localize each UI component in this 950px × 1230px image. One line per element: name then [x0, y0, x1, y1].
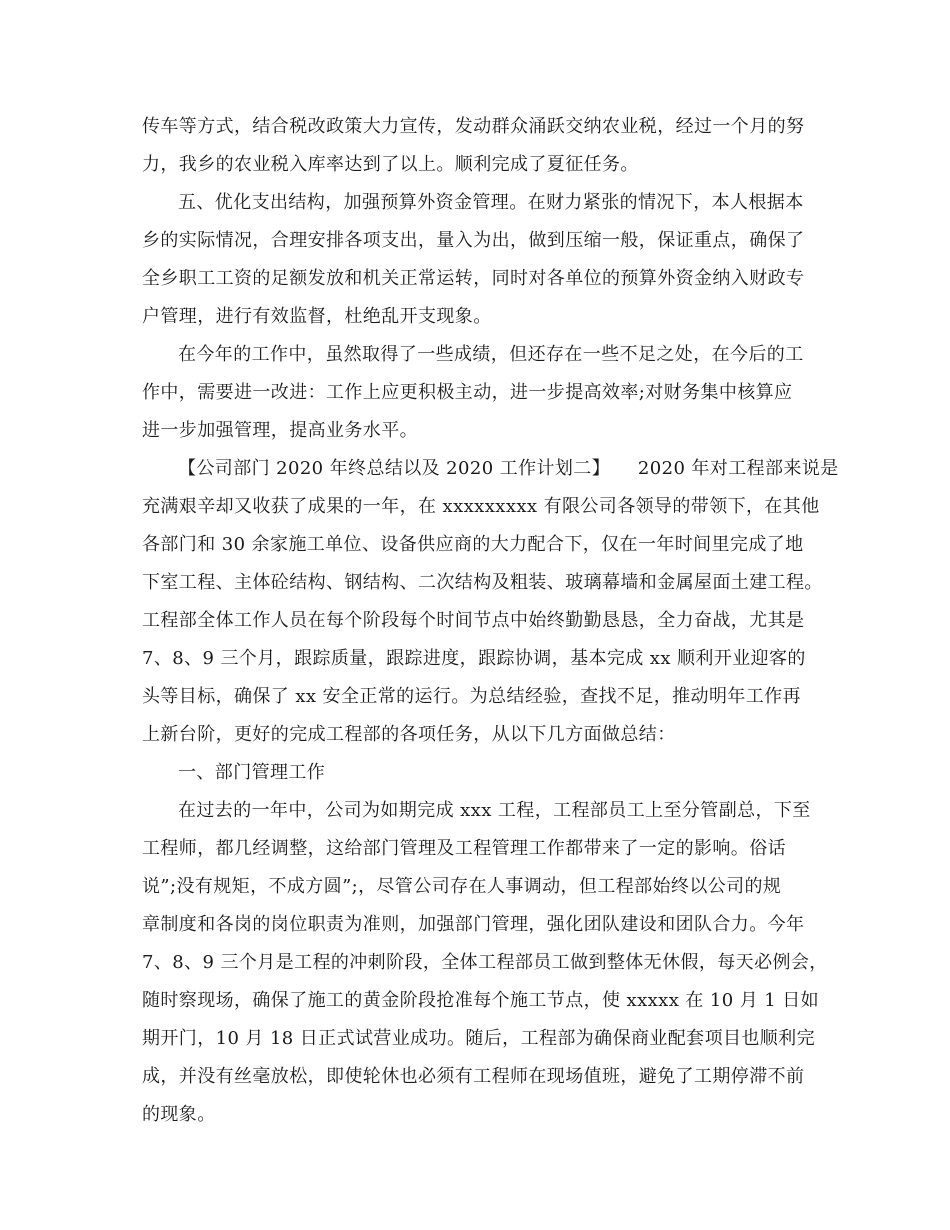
- text-line: 全乡职工工资的足额发放和机关正常运转，同时对各单位的预算外资金纳入财政专: [142, 268, 805, 289]
- paragraph-line: 在过去的一年中，公司为如期完成 xxx 工程，工程部员工上至分管副总，下至: [178, 800, 811, 821]
- subheading-line: 一、部门管理工作: [178, 762, 326, 783]
- text-line: 作中，需要进一改进：工作上应更积极主动，进一步提高效率;对财务集中核算应: [142, 382, 793, 403]
- text-line: 乡的实际情况，合理安排各项支出，量入为出，做到压缩一般，保证重点，确保了: [142, 230, 805, 251]
- text-line: 传车等方式，结合税改政策大力宣传，发动群众涌跃交纳农业税，经过一个月的努: [142, 116, 805, 137]
- text-line: 户管理，进行有效监督，杜绝乱开支现象。: [142, 306, 492, 327]
- text-line: 各部门和 30 余家施工单位、设备供应商的大力配合下，仅在一年时间里完成了地: [142, 534, 804, 555]
- text-line: 充满艰辛却又收获了成果的一年，在 xxxxxxxxx 有限公司各领导的带领下，在其他: [142, 496, 820, 517]
- paragraph-line: 在今年的工作中，虽然取得了一些成绩，但还存在一些不足之处，在今后的工: [178, 344, 804, 365]
- text-line: 下室工程、主体砼结构、钢结构、二次结构及粗装、玻璃幕墙和金属屋面土建工程。: [142, 572, 823, 593]
- text-line: 随时察现场，确保了施工的黄金阶段抢准每个施工节点，使 xxxxx 在 10 月 1 日如: [142, 990, 820, 1011]
- text-line: 成，并没有丝毫放松，即使轮休也必须有工程师在现场值班，避免了工期停滞不前: [142, 1066, 805, 1087]
- text-line: 期开门，10 月 18 日正式试营业成功。随后，工程部为确保商业配套项目也顺利完: [142, 1028, 815, 1049]
- section-heading-line: 【公司部门 2020 年终总结以及 2020 工作计划二】 2020 年对工程部来说是: [178, 458, 839, 479]
- paragraph-line: 五、优化支出结构，加强预算外资金管理。在财力紧张的情况下，本人根据本: [178, 192, 804, 213]
- text-line: 工程师，都几经调整，这给部门管理及工程管理工作都带来了一定的影响。俗话: [142, 838, 786, 859]
- text-line: 章制度和各岗的岗位职责为准则，加强部门管理，强化团队建设和团队合力。今年: [142, 914, 805, 935]
- text-line: 7、8、9 三个月，跟踪质量，跟踪进度，跟踪协调，基本完成 xx 顺利开业迎客的: [142, 648, 806, 669]
- text-line: 头等目标，确保了 xx 安全正常的运行。为总结经验，查找不足，推动明年工作再: [142, 686, 801, 707]
- text-line: 说”;没有规矩，不成方圆”;，尽管公司存在人事调动，但工程部始终以公司的规: [142, 876, 782, 897]
- text-line: 7、8、9 三个月是工程的冲刺阶段，全体工程部员工做到整体无休假，每天必例会，: [142, 952, 828, 973]
- text-line: 工程部全体工作人员在每个阶段每个时间节点中始终勤勤恳恳，全力奋战，尤其是: [142, 610, 805, 631]
- text-line: 进一步加强管理，提高业务水平。: [142, 420, 418, 441]
- text-line: 的现象。: [142, 1104, 216, 1125]
- text-line: 力，我乡的农业税入库率达到了以上。顺利完成了夏征任务。: [142, 154, 639, 175]
- text-line: 上新台阶，更好的完成工程部的各项任务，从以下几方面做总结：: [142, 724, 676, 745]
